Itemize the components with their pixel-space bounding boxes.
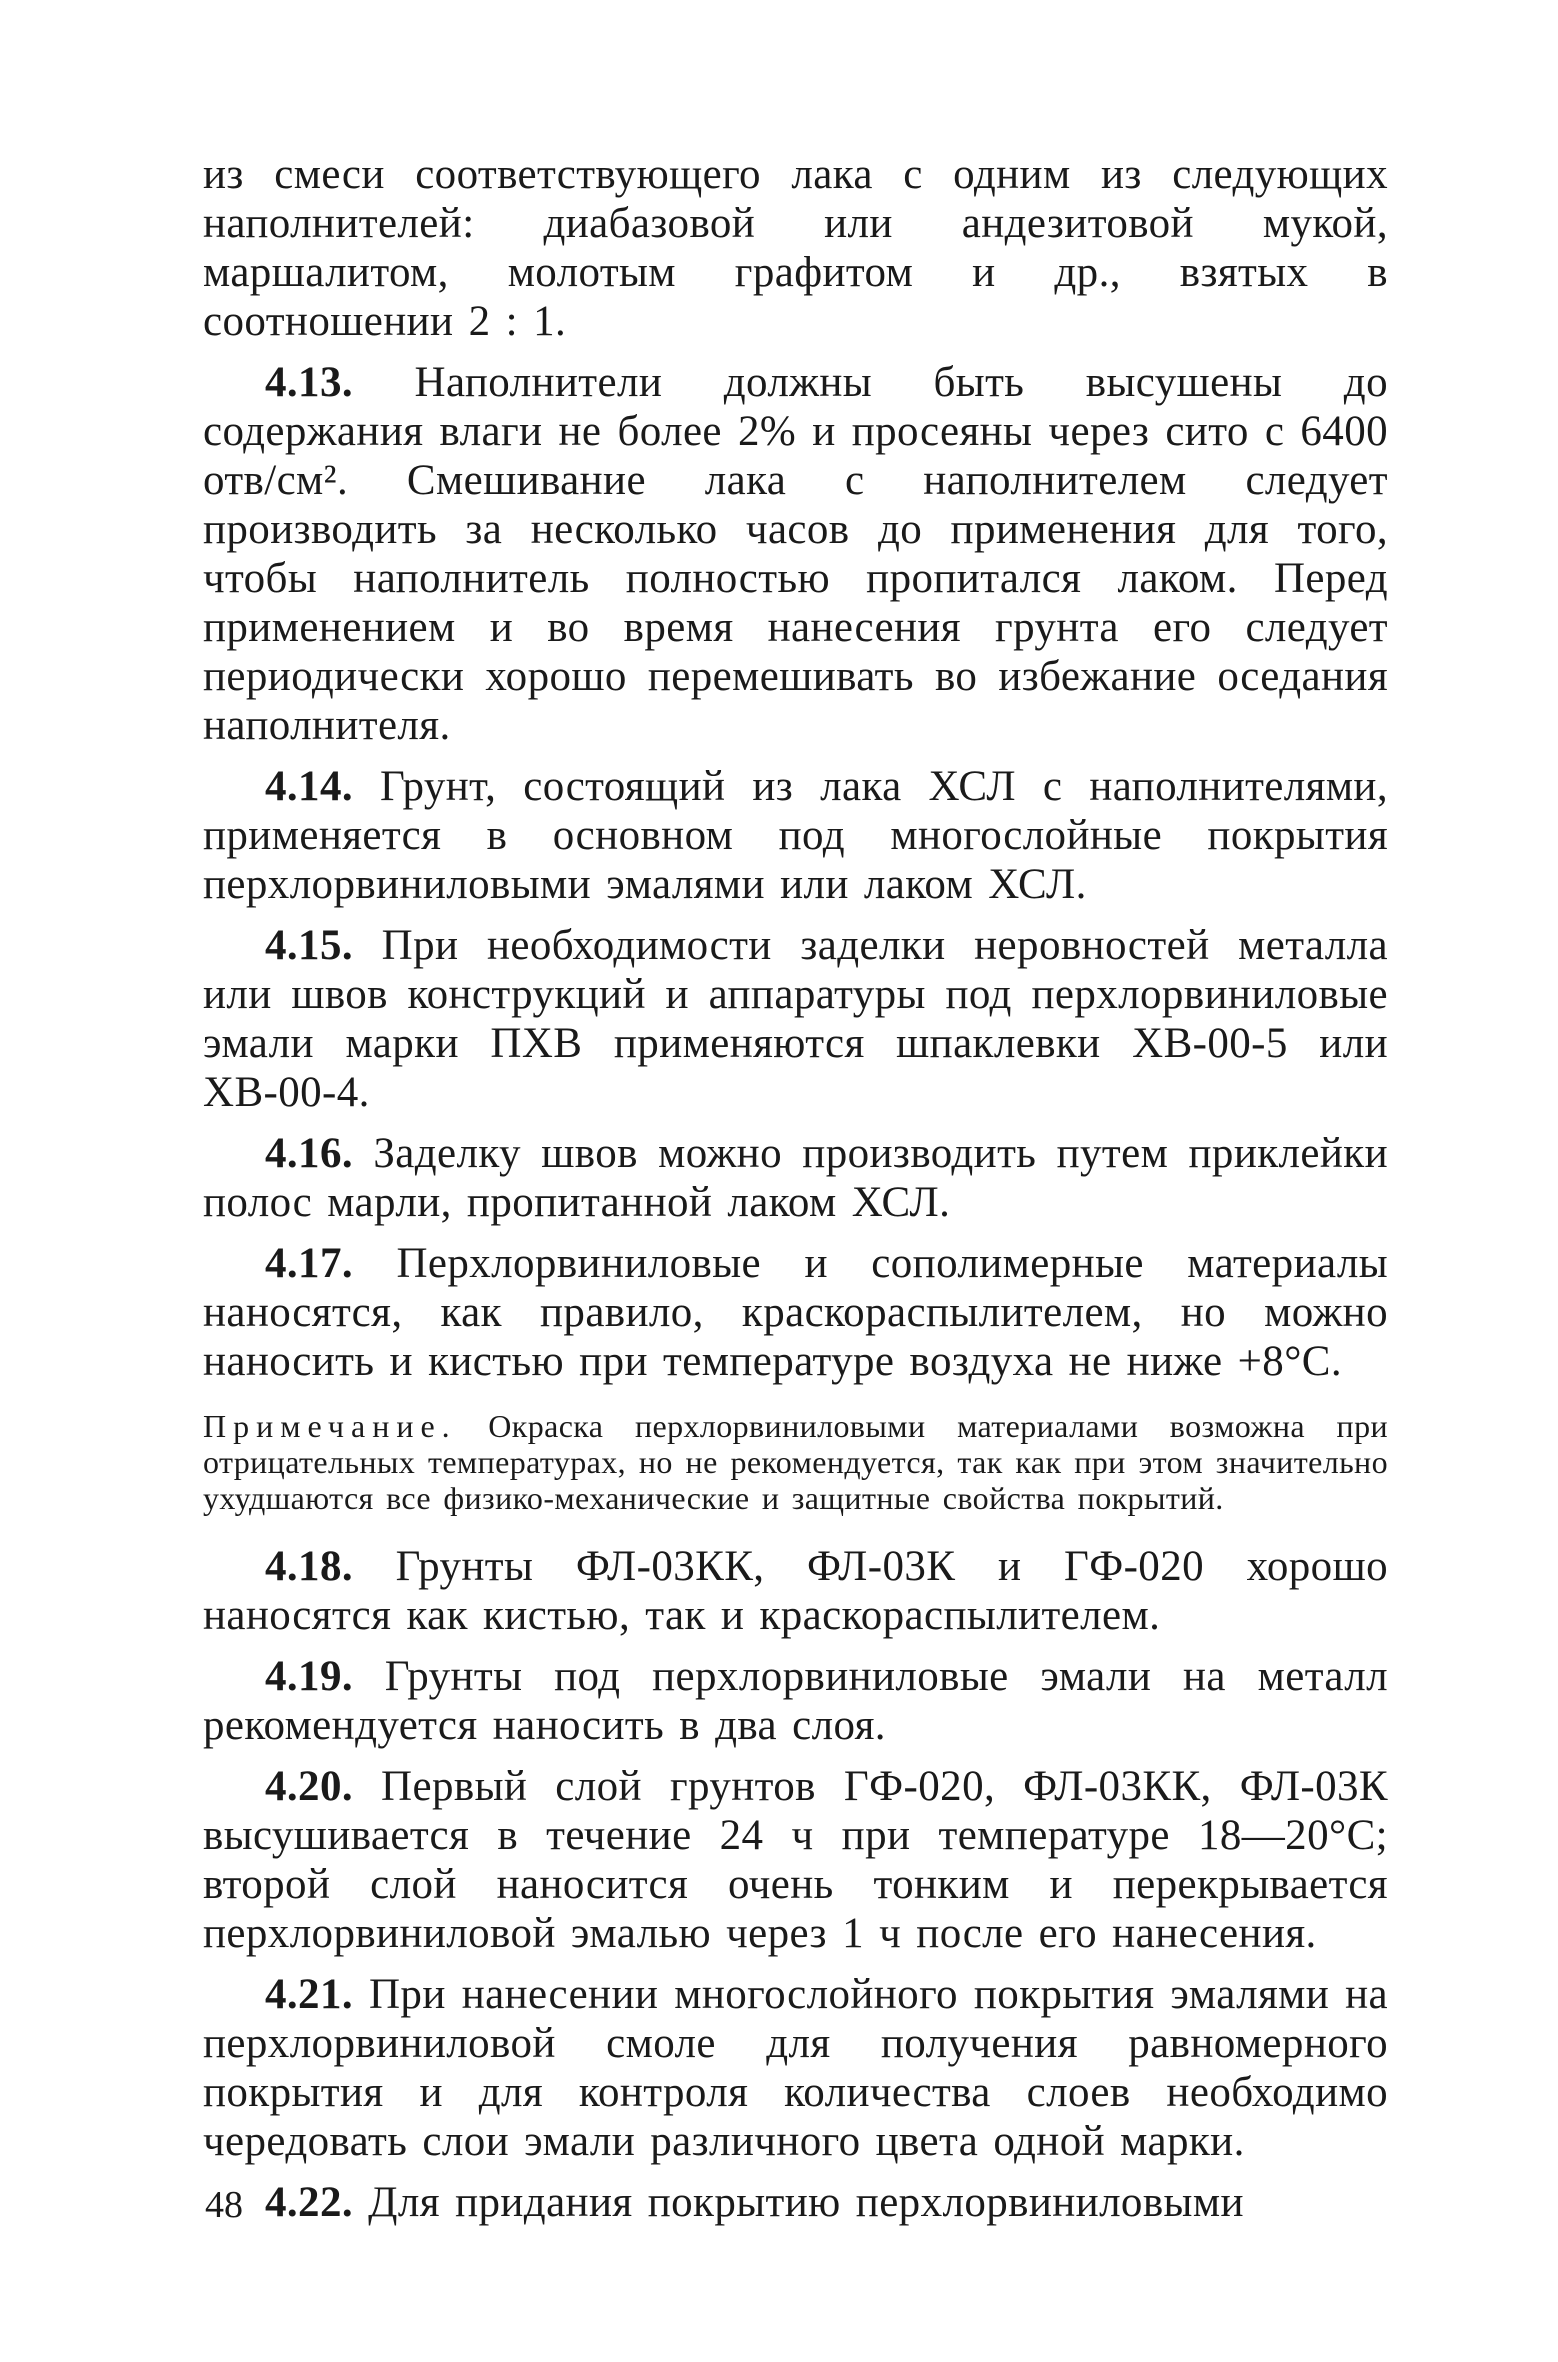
paragraph-text: Перхлорвиниловые и сополимерные материалы наносятся, как правило, краскораспылителем, но можно наносить и кистью при температуре воздуха не ниже +8°С. [203,1240,1388,1385]
note-paragraph [203,1408,1388,1516]
paragraph-text: При нанесении многослойного покрытия эмалями на перхлорвиниловой смоле для получения равномерного покрытия и для контроля количества слоев необходимо чередовать слои эмали различного цвета одной марки. [203,1971,1388,2165]
paragraph-text: Грунт, состоящий из лака ХСЛ с наполнителями, применяется в основном под многослойные покрытия перхлорвиниловыми эмалями или лаком ХСЛ. [203,763,1388,908]
paragraph-text: Грунты ФЛ-03КК, ФЛ-03К и ГФ-020 хорошо наносятся как кистью, так и краскораспылителем. [203,1543,1388,1639]
paragraph-4-21 [203,1970,1388,2166]
paragraph-number: 4.15. [265,922,353,969]
paragraph-text: Для придания покрытию перхлорвиниловыми [368,2179,1244,2226]
paragraph-number: 4.14. [265,763,353,810]
note-text: Окраска перхлорвиниловыми материалами возможна при отрицательных температурах, но не рекомендуется, так как при этом значительно ухудшаются все физико-механические и защитные свойства покрытий. [203,1408,1389,1516]
paragraph-4-18 [203,1542,1388,1640]
paragraph-text: из смеси соответствующего лака с одним из следующих наполнителей: диабазовой или андезитовой мукой, маршалитом, молотым графитом и др., взятых в соотношении 2 : 1. [203,151,1388,345]
paragraph-text: Первый слой грунтов ГФ-020, ФЛ-03КК, ФЛ-03К высушивается в течение 24 ч при температуре 18—20°С; второй слой наносится очень тонким и перекрывается перхлорвиниловой эмалью через 1 ч после его нанесения. [203,1763,1388,1957]
paragraph-number: 4.19. [265,1653,353,1700]
paragraph-4-20 [203,1762,1388,1958]
page-number: 48 [205,2184,243,2226]
paragraph-4-14 [203,762,1388,909]
paragraph-number: 4.20. [265,1763,353,1810]
paragraph-text: При необходимости заделки неровностей металла или швов конструкций и аппаратуры под перхлорвиниловые эмали марки ПХВ применяются шпаклевки ХВ-00-5 или ХВ-00-4. [203,922,1388,1116]
note-label: Примечание. [203,1408,457,1444]
paragraph-4-22 [203,2178,1388,2227]
paragraph-text: Наполнители должны быть высушены до содержания влаги не более 2% и просеяны через сито с 6400 отв/см². Смешивание лака с наполнителем следует производить за несколько часов до применения для того, чтобы наполнитель полностью пропитался лаком. Перед применением и во время нанесения грунта его следует периодически хорошо перемешивать во избежание оседания наполнителя. [203,359,1388,749]
paragraph-text: Заделку швов можно производить путем приклейки полос марли, пропитанной лаком ХСЛ. [203,1130,1388,1226]
paragraph-4-16 [203,1129,1388,1227]
paragraph-text: Грунты под перхлорвиниловые эмали на металл рекомендуется наносить в два слоя. [203,1653,1388,1749]
paragraph-number: 4.16. [265,1130,353,1177]
paragraph-4-13 [203,358,1388,750]
body-text [203,150,1388,2239]
continuation-paragraph [203,150,1388,346]
paragraph-number: 4.17. [265,1240,353,1287]
paragraph-4-15 [203,921,1388,1117]
paragraph-number: 4.18. [265,1543,353,1590]
paragraph-number: 4.21. [265,1971,353,2018]
paragraph-number: 4.13. [265,359,353,406]
paragraph-4-19 [203,1652,1388,1750]
paragraph-number: 4.22. [265,2179,353,2226]
paragraph-4-17 [203,1239,1388,1386]
